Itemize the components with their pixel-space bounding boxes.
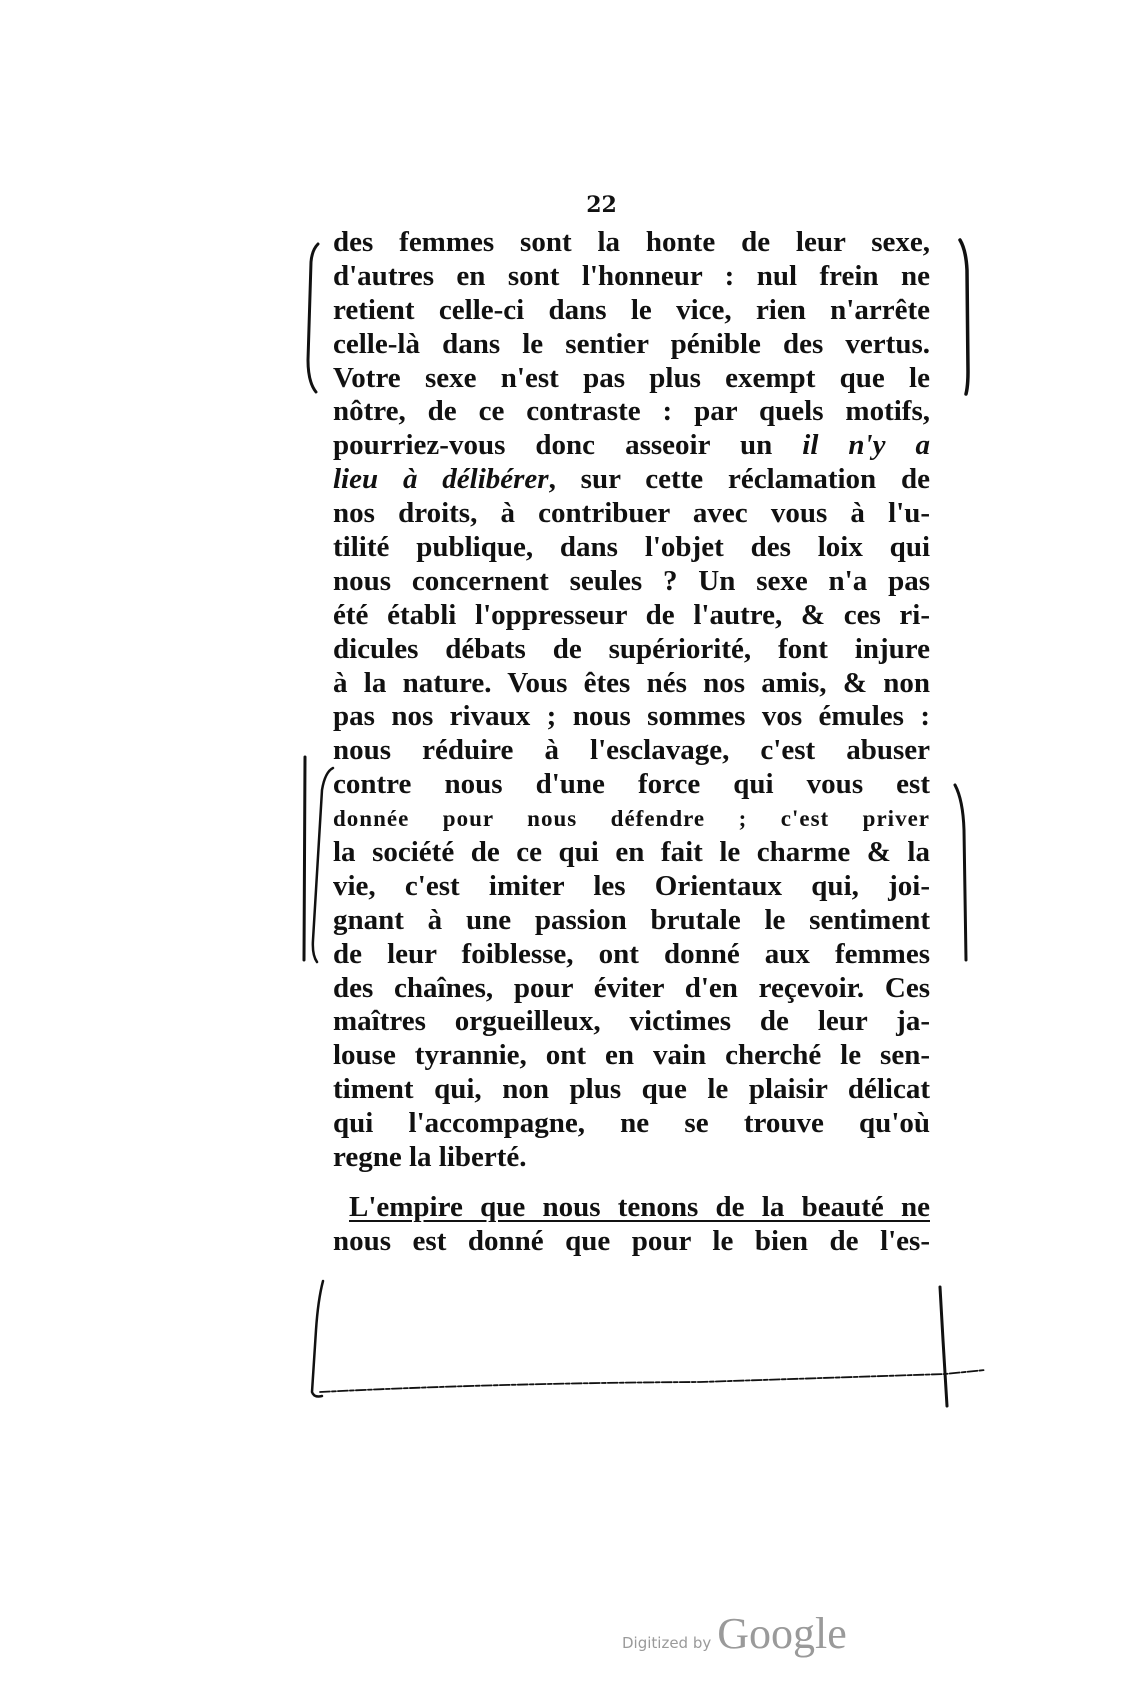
left-double-line-icon <box>304 757 305 960</box>
text-line: nous est donné que pour le bien de l'es- <box>333 1224 930 1257</box>
right-bracket-icon <box>955 785 966 960</box>
left-curve-icon <box>313 768 333 962</box>
text-line: donnée pour nous défendre ; c'est priver <box>333 806 930 832</box>
text-line: d'autres en sont l'honneur : nul frein ne <box>333 259 930 292</box>
text-line: louse tyrannie, ont en vain cherché le sen- <box>333 1039 930 1072</box>
italic-phrase: il n'y a <box>802 429 931 462</box>
text-line: des chaînes, pour éviter d'en reçevoir. Ces <box>333 971 930 1004</box>
text-line: vie, c'est imiter les Orientaux qui, joi- <box>333 869 930 902</box>
text-fragment: pourriez-vous donc asseoir un <box>333 429 773 462</box>
text-line: dicules débats de supériorité, font injure <box>333 632 930 665</box>
digitized-by-google-watermark <box>622 1608 847 1659</box>
text-line: maîtres orgueilleux, victimes de leur ja- <box>333 1005 930 1038</box>
left-bracket-icon <box>308 244 318 392</box>
right-vertical-line-icon <box>940 1287 947 1406</box>
text-line: de leur foiblesse, ont donné aux femmes <box>333 937 930 970</box>
text-line: pas nos rivaux ; nous sommes vos émules : <box>333 700 930 733</box>
left-bracket-icon <box>312 1281 323 1397</box>
text-line: des femmes sont la honte de leur sexe, <box>333 226 930 258</box>
text-line: la société de ce qui en fait le charme & la <box>333 836 930 869</box>
text-line: nous concernent seules ? Un sexe n'a pas <box>333 564 930 597</box>
google-logo-text: Google <box>717 1609 847 1658</box>
text-line: tilité publique, dans l'objet des loix qui <box>333 531 930 564</box>
text-line: contre nous d'une force qui vous est <box>333 768 930 801</box>
text-line: timent qui, non plus que le plaisir délicat <box>333 1073 930 1106</box>
text-fragment: , sur cette réclamation de <box>548 463 930 496</box>
text-line: été établi l'oppresseur de l'autre, & ces ri- <box>333 598 930 631</box>
right-bracket-icon <box>960 240 968 394</box>
text-line: à la nature. Vous êtes nés nos amis, & non <box>333 666 930 699</box>
italic-phrase: lieu à délibérer <box>333 463 549 496</box>
watermark-prefix: Digitized by <box>622 1634 712 1652</box>
text-line: Votre sexe n'est pas plus exempt que le <box>333 361 930 394</box>
text-line: retient celle-ci dans le vice, rien n'arrête <box>333 293 930 326</box>
text-line: regne la liberté. <box>333 1141 527 1174</box>
text-line: nôtre, de ce contraste : par quels motifs, <box>333 395 930 428</box>
bottom-line-icon <box>320 1370 985 1392</box>
text-line: gnant à une passion brutale le sentiment <box>333 903 930 936</box>
text-line: qui l'accompagne, ne se trouve qu'où <box>333 1107 930 1140</box>
page-number: 22 <box>586 192 617 218</box>
text-line: celle-là dans le sentier pénible des vertus. <box>333 327 930 360</box>
underlined-line: L'empire que nous tenons de la beauté ne <box>349 1190 930 1223</box>
text-line: nous réduire à l'esclavage, c'est abuser <box>333 734 930 767</box>
text-line: nos droits, à contribuer avec vous à l'u- <box>333 497 930 530</box>
